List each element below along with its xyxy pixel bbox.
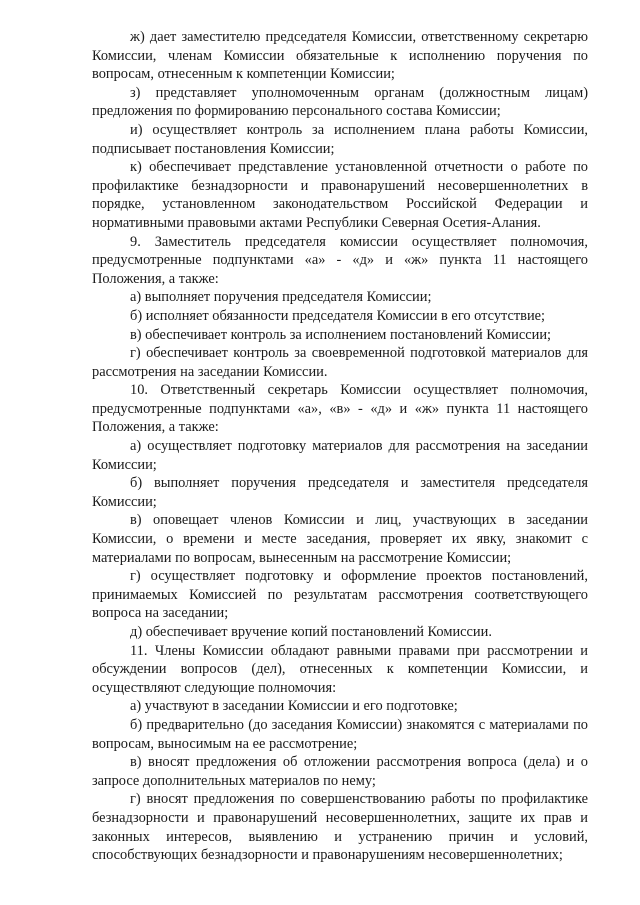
paragraph-9-deputy-chair: 9. Заместитель председателя комиссии осуществляет полномочия, предусмотренные подпунктами «а» - «д» и «ж» пункта 11 настоящего Положения, а также: (92, 233, 588, 287)
paragraph-10d: д) обеспечивает вручение копий постановлений Комиссии. (130, 624, 492, 640)
paragraph-9a: а) выполняет поручения председателя Комиссии; (130, 289, 432, 306)
paragraph-10g: г) осуществляет подготовку и оформление проектов постановлений, принимаемых Комиссией по результатам рассмотрения соответствующего вопроса на заседании; (92, 568, 588, 622)
paragraph-11v: в) вносят предложения об отложении рассмотрения вопроса (дела) и о запросе дополнительных материалов по нему; (92, 754, 588, 789)
paragraph-9g: г) обеспечивает контроль за своевременной подготовкой материалов для рассмотрения на заседании Комиссии. (92, 345, 588, 380)
paragraph-11a: а) участвуют в заседании Комиссии и его подготовке; (130, 698, 458, 715)
paragraph-9v: в) обеспечивает контроль за исполнением постановлений Комиссии; (130, 326, 552, 343)
paragraph-11b: б) предварительно (до заседания Комиссии) знакомятся с материалами по вопросам, выносимым на ее рассмотрение; (92, 716, 588, 752)
paragraph-10v: в) оповещает членов Комиссии и лиц, участвующих в заседании Комиссии, о времени и месте заседания, проверяет их явку, знакомит с материалами по вопросам, вынесенным на рассмотрение Комиссии; (92, 512, 588, 566)
paragraph-i-plan-control: и) осуществляет контроль за исполнением плана работы Комиссии, подписывает постановления Комиссии; (92, 121, 588, 157)
paragraph-9b: б) исполняет обязанности председателя Комиссии в его отсутствие; (130, 307, 546, 324)
paragraph-z-composition-proposals: з) представляет уполномоченным органам (должностным лицам) предложения по формированию персонального состава Комиссии; (92, 84, 588, 120)
paragraph-11-members: 11. Члены Комиссии обладают равными правами при рассмотрении и обсуждении вопросов (дел), отнесенных к компетенции Комиссии, и осуществляют следующие полномочия: (92, 642, 588, 696)
paragraph-k-reporting: к) обеспечивает представление установленной отчетности о работе по профилактике безнадзорности и правонарушений несовершеннолетних в порядке, установленном законодательством Российской Федерации и нормативными правовыми актами Республики Северная Осетия-Алания. (92, 159, 588, 231)
paragraph-10b: б) выполняет поручения председателя и заместителя председателя Комиссии; (92, 475, 588, 510)
paragraph-10-secretary: 10. Ответственный секретарь Комиссии осуществляет полномочия, предусмотренные подпунктами «а», «в» - «д» и «ж» пункта 11 настоящего Положения, а также: (92, 382, 588, 436)
paragraph-zh-deputy-instructions: ж) дает заместителю председателя Комиссии, ответственному секретарю Комиссии, членам Комиссии обязательные к исполнению поручения по вопросам, отнесенным к компетенции Комиссии; (92, 29, 588, 83)
paragraph-10a: а) осуществляет подготовку материалов для рассмотрения на заседании Комиссии; (92, 438, 588, 473)
paragraph-11g: г) вносят предложения по совершенствованию работы по профилактике безнадзорности и правонарушений несовершеннолетних, защите их прав и законных интересов, выявлению и устранению причин и условий, способствующих безнадзорности и правонарушениям несовершеннолетних; (92, 791, 588, 864)
